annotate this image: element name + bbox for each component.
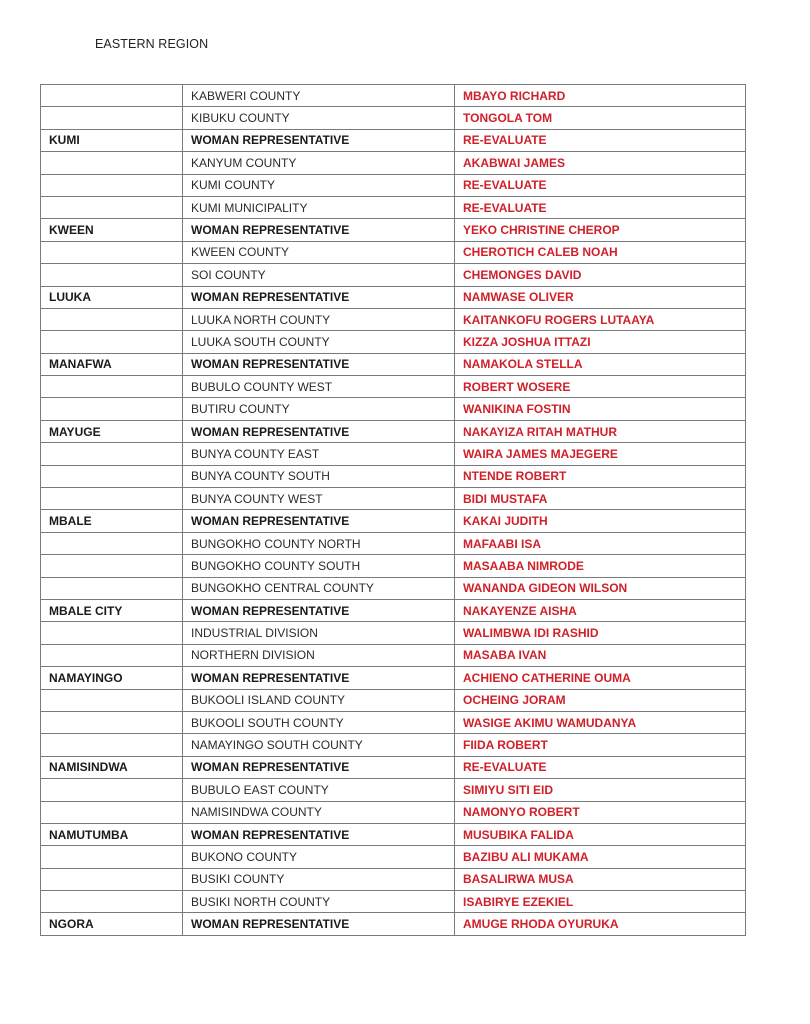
candidate-cell: BAZIBU ALI MUKAMA [455,846,746,868]
seat-cell: WOMAN REPRESENTATIVE [183,129,455,151]
district-cell [41,331,183,353]
seat-cell: KUMI COUNTY [183,174,455,196]
table-row [41,85,746,107]
table-row [41,711,746,733]
candidate-cell: KIZZA JOSHUA ITTAZI [455,331,746,353]
candidate-cell: OCHEING JORAM [455,689,746,711]
candidate-cell: NAMWASE OLIVER [455,286,746,308]
district-cell [41,443,183,465]
seat-cell: NAMISINDWA COUNTY [183,801,455,823]
candidate-cell: AMUGE RHODA OYURUKA [455,913,746,935]
candidate-cell: NAKAYIZA RITAH MATHUR [455,420,746,442]
seat-cell: BUKOOLI ISLAND COUNTY [183,689,455,711]
table-row [41,398,746,420]
candidate-cell: WALIMBWA IDI RASHID [455,622,746,644]
table-row [41,376,746,398]
table-row [41,532,746,554]
table-row [41,823,746,845]
table-row [41,891,746,913]
candidate-cell: ROBERT WOSERE [455,376,746,398]
candidate-cell: MASABA IVAN [455,644,746,666]
district-cell [41,891,183,913]
seat-cell: BUNGOKHO COUNTY SOUTH [183,555,455,577]
candidate-cell: BASALIRWA MUSA [455,868,746,890]
seat-cell: WOMAN REPRESENTATIVE [183,913,455,935]
candidate-cell: NAMONYO ROBERT [455,801,746,823]
district-cell [41,801,183,823]
candidate-cell: RE-EVALUATE [455,129,746,151]
district-cell [41,398,183,420]
district-cell [41,555,183,577]
table-row [41,868,746,890]
table-row [41,622,746,644]
seat-cell: WOMAN REPRESENTATIVE [183,510,455,532]
seat-cell: WOMAN REPRESENTATIVE [183,756,455,778]
table-row [41,308,746,330]
seat-cell: BUNYA COUNTY EAST [183,443,455,465]
seat-cell: INDUSTRIAL DIVISION [183,622,455,644]
seat-cell: WOMAN REPRESENTATIVE [183,667,455,689]
district-cell [41,532,183,554]
seat-cell: LUUKA NORTH COUNTY [183,308,455,330]
district-cell [41,196,183,218]
seat-cell: BUSIKI COUNTY [183,868,455,890]
candidate-cell: WASIGE AKIMU WAMUDANYA [455,711,746,733]
table-row [41,152,746,174]
district-cell: MBALE [41,510,183,532]
candidates-table-body [41,85,746,936]
candidate-cell: TONGOLA TOM [455,107,746,129]
seat-cell: BUNGOKHO CENTRAL COUNTY [183,577,455,599]
table-row [41,331,746,353]
district-cell: MAYUGE [41,420,183,442]
candidate-cell: ISABIRYE EZEKIEL [455,891,746,913]
table-row [41,420,746,442]
seat-cell: BUBULO EAST COUNTY [183,779,455,801]
district-cell [41,846,183,868]
district-cell [41,241,183,263]
table-row [41,779,746,801]
seat-cell: WOMAN REPRESENTATIVE [183,420,455,442]
district-cell: MANAFWA [41,353,183,375]
seat-cell: NAMAYINGO SOUTH COUNTY [183,734,455,756]
table-row [41,644,746,666]
table-row [41,174,746,196]
district-cell [41,711,183,733]
seat-cell: BUTIRU COUNTY [183,398,455,420]
district-cell: NAMISINDWA [41,756,183,778]
candidate-cell: ACHIENO CATHERINE OUMA [455,667,746,689]
district-cell [41,488,183,510]
candidate-cell: SIMIYU SITI EID [455,779,746,801]
table-row [41,846,746,868]
seat-cell: KUMI MUNICIPALITY [183,196,455,218]
district-cell: KWEEN [41,219,183,241]
district-cell [41,644,183,666]
district-cell [41,85,183,107]
seat-cell: WOMAN REPRESENTATIVE [183,823,455,845]
table-row [41,913,746,935]
seat-cell: WOMAN REPRESENTATIVE [183,353,455,375]
candidate-cell: YEKO CHRISTINE CHEROP [455,219,746,241]
district-cell [41,577,183,599]
candidate-cell: MUSUBIKA FALIDA [455,823,746,845]
candidate-cell: CHEROTICH CALEB NOAH [455,241,746,263]
district-cell: NGORA [41,913,183,935]
district-cell [41,107,183,129]
candidate-cell: RE-EVALUATE [455,174,746,196]
table-row [41,577,746,599]
candidate-cell: MAFAABI ISA [455,532,746,554]
table-row [41,107,746,129]
table-row [41,465,746,487]
table-row [41,756,746,778]
district-cell: NAMUTUMBA [41,823,183,845]
seat-cell: BUBULO COUNTY WEST [183,376,455,398]
seat-cell: BUNYA COUNTY WEST [183,488,455,510]
candidate-cell: AKABWAI JAMES [455,152,746,174]
seat-cell: WOMAN REPRESENTATIVE [183,219,455,241]
district-cell: MBALE CITY [41,599,183,621]
seat-cell: SOI COUNTY [183,264,455,286]
district-cell: NAMAYINGO [41,667,183,689]
district-cell [41,465,183,487]
table-row [41,443,746,465]
district-cell: LUUKA [41,286,183,308]
candidate-cell: BIDI MUSTAFA [455,488,746,510]
table-row [41,734,746,756]
candidate-cell: WANIKINA FOSTIN [455,398,746,420]
district-cell [41,152,183,174]
district-cell [41,376,183,398]
seat-cell: BUKOOLI SOUTH COUNTY [183,711,455,733]
district-cell [41,689,183,711]
candidate-cell: MBAYO RICHARD [455,85,746,107]
district-cell: KUMI [41,129,183,151]
candidate-cell: MASAABA NIMRODE [455,555,746,577]
candidate-cell: WAIRA JAMES MAJEGERE [455,443,746,465]
table-row [41,599,746,621]
seat-cell: LUUKA SOUTH COUNTY [183,331,455,353]
candidate-cell: RE-EVALUATE [455,756,746,778]
candidate-cell: NAKAYENZE AISHA [455,599,746,621]
table-row [41,241,746,263]
candidate-cell: KAKAI JUDITH [455,510,746,532]
seat-cell: KANYUM COUNTY [183,152,455,174]
table-row [41,555,746,577]
seat-cell: KIBUKU COUNTY [183,107,455,129]
region-heading: EASTERN REGION [95,37,209,51]
district-cell [41,308,183,330]
seat-cell: WOMAN REPRESENTATIVE [183,599,455,621]
table-row [41,689,746,711]
seat-cell: KABWERI COUNTY [183,85,455,107]
table-row [41,353,746,375]
seat-cell: WOMAN REPRESENTATIVE [183,286,455,308]
district-cell [41,779,183,801]
candidate-cell: RE-EVALUATE [455,196,746,218]
table-row [41,264,746,286]
table-row [41,219,746,241]
seat-cell: KWEEN COUNTY [183,241,455,263]
table-row [41,510,746,532]
district-cell [41,868,183,890]
candidate-cell: NAMAKOLA STELLA [455,353,746,375]
table-row [41,196,746,218]
district-cell [41,264,183,286]
candidate-cell: NTENDE ROBERT [455,465,746,487]
table-row [41,667,746,689]
candidate-cell: WANANDA GIDEON WILSON [455,577,746,599]
table-row [41,286,746,308]
seat-cell: BUKONO COUNTY [183,846,455,868]
seat-cell: BUSIKI NORTH COUNTY [183,891,455,913]
candidate-cell: FIIDA ROBERT [455,734,746,756]
district-cell [41,622,183,644]
table-row [41,488,746,510]
table-row [41,801,746,823]
seat-cell: NORTHERN DIVISION [183,644,455,666]
seat-cell: BUNYA COUNTY SOUTH [183,465,455,487]
candidates-table [40,84,746,936]
seat-cell: BUNGOKHO COUNTY NORTH [183,532,455,554]
table-row [41,129,746,151]
district-cell [41,734,183,756]
district-cell [41,174,183,196]
candidate-cell: KAITANKOFU ROGERS LUTAAYA [455,308,746,330]
candidate-cell: CHEMONGES DAVID [455,264,746,286]
